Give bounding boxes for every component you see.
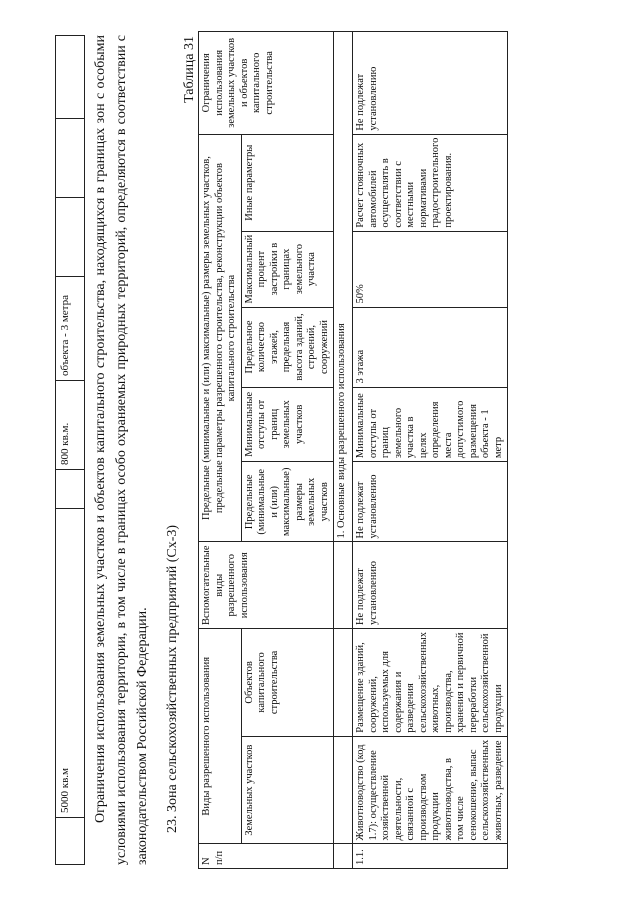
zone-table xyxy=(198,31,508,869)
row-coverage: 50% xyxy=(353,231,508,307)
table-cell: 800 кв.м. xyxy=(56,381,85,470)
table-cell xyxy=(334,542,353,629)
table-header-row xyxy=(199,32,242,869)
table-cell xyxy=(56,198,85,277)
row-other: Расчет стояночных автомобилей осуществлять в соответствии с местными нормативами градостроительного проектирования. xyxy=(353,134,508,231)
header-other: Иные параметры xyxy=(241,134,334,231)
table-cell: 5000 кв.м xyxy=(56,509,85,818)
row-setbacks: Минимальные отступы от границ земельного участка в целях определения места допустимого размещения объекта - 1 метр xyxy=(353,387,508,462)
header-oks: Объектов капитального строительства xyxy=(241,629,334,737)
header-restrictions: Ограничения использования земельных участков и объектов капитального строительства xyxy=(199,32,334,135)
section-title: 23. Зона сельскохозяйственных предприятий (Сх-3) xyxy=(165,524,180,833)
header-use-types: Виды разрешенного использования xyxy=(199,629,242,844)
row-num: 1.1. xyxy=(353,844,508,869)
header-land: Земельных участков xyxy=(241,736,334,844)
table-cell xyxy=(334,844,353,869)
table-cell xyxy=(56,818,85,865)
section-row xyxy=(334,32,353,869)
table-cell xyxy=(334,736,353,844)
row-land: Животноводство (код 1.7): осуществление хозяйственной деятельности, связанной с производством продукции животноводства, в том числе сенокошение, выпас сельскохозяйственных животных, разведение xyxy=(353,736,508,844)
table-subheader-row xyxy=(241,32,334,869)
table-row xyxy=(56,36,85,865)
row-floors: 3 этажа xyxy=(353,307,508,387)
header-coverage: Максимальный процент застройки в границах земельного участка xyxy=(241,231,334,307)
header-sizes: Предельные (минимальные и (или) максимальные) размеры земельных участков xyxy=(241,462,334,542)
row-restrictions: Не подлежат установлению xyxy=(353,32,508,135)
header-params: Предельные (минимальные и (или) максимальные) размеры земельных участков, предельные параметры разрешенного строительства, реконструкции объектов капитального строительства xyxy=(199,134,242,542)
table-cell: объекта - 3 метра xyxy=(56,277,85,381)
previous-table-fragment xyxy=(55,35,85,865)
header-num: N п/п xyxy=(199,844,334,869)
table-row xyxy=(353,32,508,869)
table-cell xyxy=(56,36,85,119)
row-aux: Не подлежат установлению xyxy=(353,542,508,629)
table-label: Таблица 31 xyxy=(182,36,197,103)
table-cell xyxy=(56,470,85,509)
header-setbacks: Минимальные отступы от границ земельных участков xyxy=(241,387,334,462)
table-cell xyxy=(334,629,353,737)
header-floors: Предельное количество этажей, предельная высота зданий, строений, сооружений xyxy=(241,307,334,387)
header-aux: Вспомогательные виды разрешенного использования xyxy=(199,542,334,629)
row-oks: Размещение зданий, сооружений, используемых для содержания и разведения сельскохозяйственных животных, производства, хранения и первичной переработки сельскохозяйственной продукции xyxy=(353,629,508,737)
row-sizes: Не подлежат установлению xyxy=(353,462,508,542)
table-cell xyxy=(56,119,85,198)
restrictions-paragraph: Ограничения использования земельных участков и объектов капитального строительства, находящихся в границах зон с особыми условиями использования территории, в том числе в границах особо охраняемых природных территорий, определяются в соответствии с законодательством Российской Федерации. xyxy=(93,35,150,865)
section-row-label: 1. Основные виды разрешенного использования xyxy=(334,32,353,542)
